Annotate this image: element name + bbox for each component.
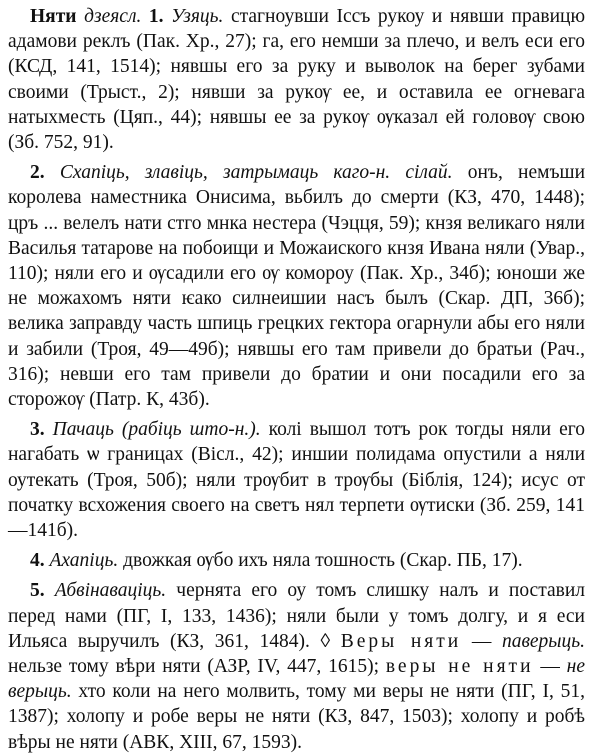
sense-gloss: Ахапіць. — [49, 550, 119, 572]
phrase-gloss: паверыць. — [501, 630, 586, 652]
phrase-veryi-nyati: Веры няти — [340, 630, 462, 652]
sense-text: онъ, немъши королева наместника Онисима, вьбилъ до смерти (КЗ, 470, 1448); цръ ... велелъ нати стго мнка нестера (Чэцця, 59); кнзя великаго няли Василья татарове на побоищи и Можаиского кнзя Ивана няли (Увар., 110); няли его и ѹсадили его ѹ комороу (Пак. Хр., 34б); юноши же не можахомъ няти ѥако силнеишии насъ былъ (Скар. ДП, 36б); велика заправду часть шпиць грецких гектора огарнули абы его няли и забили (Троя, 49—49б); нявшы его там привели до братьи (Рач., 316); невши его там привели до братии и они посадили его за сторожѹ (Патр. К, 43б). — [8, 162, 586, 411]
sense-gloss: Абвінаваціць. — [54, 580, 167, 602]
sense-3-paragraph — [8, 417, 585, 543]
sense-number: 1. — [148, 6, 164, 27]
sense-text: колі вышол тотъ рок тогды няли его нагабать ѡ границах (Вісл., 42); иншии полидама опустили а няли оутекать (Троя, 50б); няли трѹбит в трѹбы (Біблія, 124); исус от початку всхожения своего на светъ нял терпети ѹтиски (Зб. 259, 141—141б). — [8, 419, 586, 542]
dash: — — [461, 630, 502, 652]
part-of-speech: дзеясл. — [84, 6, 142, 27]
sense-number: 5. — [30, 580, 45, 602]
phrase-veryi-ne-nyati: веры не няти — [385, 656, 534, 678]
sense-gloss: Пачаць (рабіць што-н.). — [52, 419, 261, 441]
sense-text: хто коли на него молвить, тому ми веры не няти (ПГ, І, 51, 1387); холопу и робе веры не няти (КЗ, 847, 1503); холопу и робѣ вѣры не няти (АВК, ХІІІ, 67, 1593). — [8, 681, 585, 753]
sense-gloss: Схапіць, злавіць, затрымаць каго-н. сілай. — [59, 162, 453, 184]
sense-number: 4. — [30, 550, 45, 572]
dash: — — [533, 656, 567, 678]
sense-number: 2. — [30, 162, 45, 184]
sense-2-paragraph — [8, 160, 585, 412]
sense-text: нельзе тому вѣри няти (АЗР, IV, 447, 1615); — [8, 656, 386, 678]
headword: Няти — [30, 6, 77, 27]
sense-4-paragraph — [8, 548, 585, 573]
sense-5-paragraph — [8, 578, 585, 754]
sense-text: двожкая ѹбо ихъ няла тошность (Скар. ПБ, 17). — [118, 550, 523, 572]
sense-text: стагноувши Іссъ рукоу и нявши правицю адамови реклъ (Пак. Хр., 27); га, его немши за плечо, и велъ еси его (КСД, 141, 1514); нявшы его за руку и выволок на берег зубами своими (Трыст., 2); нявши за рукѹ ее, и оставила ее огневага натыхместь (Цяп., 44); нявшы ее за рукѹ ѹказал ей головѹ свою (Зб. 752, 91). — [8, 6, 586, 154]
sense-number: 3. — [30, 419, 45, 441]
sense-1-paragraph — [8, 4, 585, 155]
sense-text: чернята его оу томъ слишку налъ и поставил перед нами (ПГ, І, 133, 1436); няли были у томъ долгу, и я еси Ильяса выручилъ (КЗ, 361, 1484). ◊ — [8, 580, 585, 652]
sense-gloss: Узяць. — [171, 6, 224, 27]
phrase-gloss: не верыць. — [8, 656, 586, 703]
